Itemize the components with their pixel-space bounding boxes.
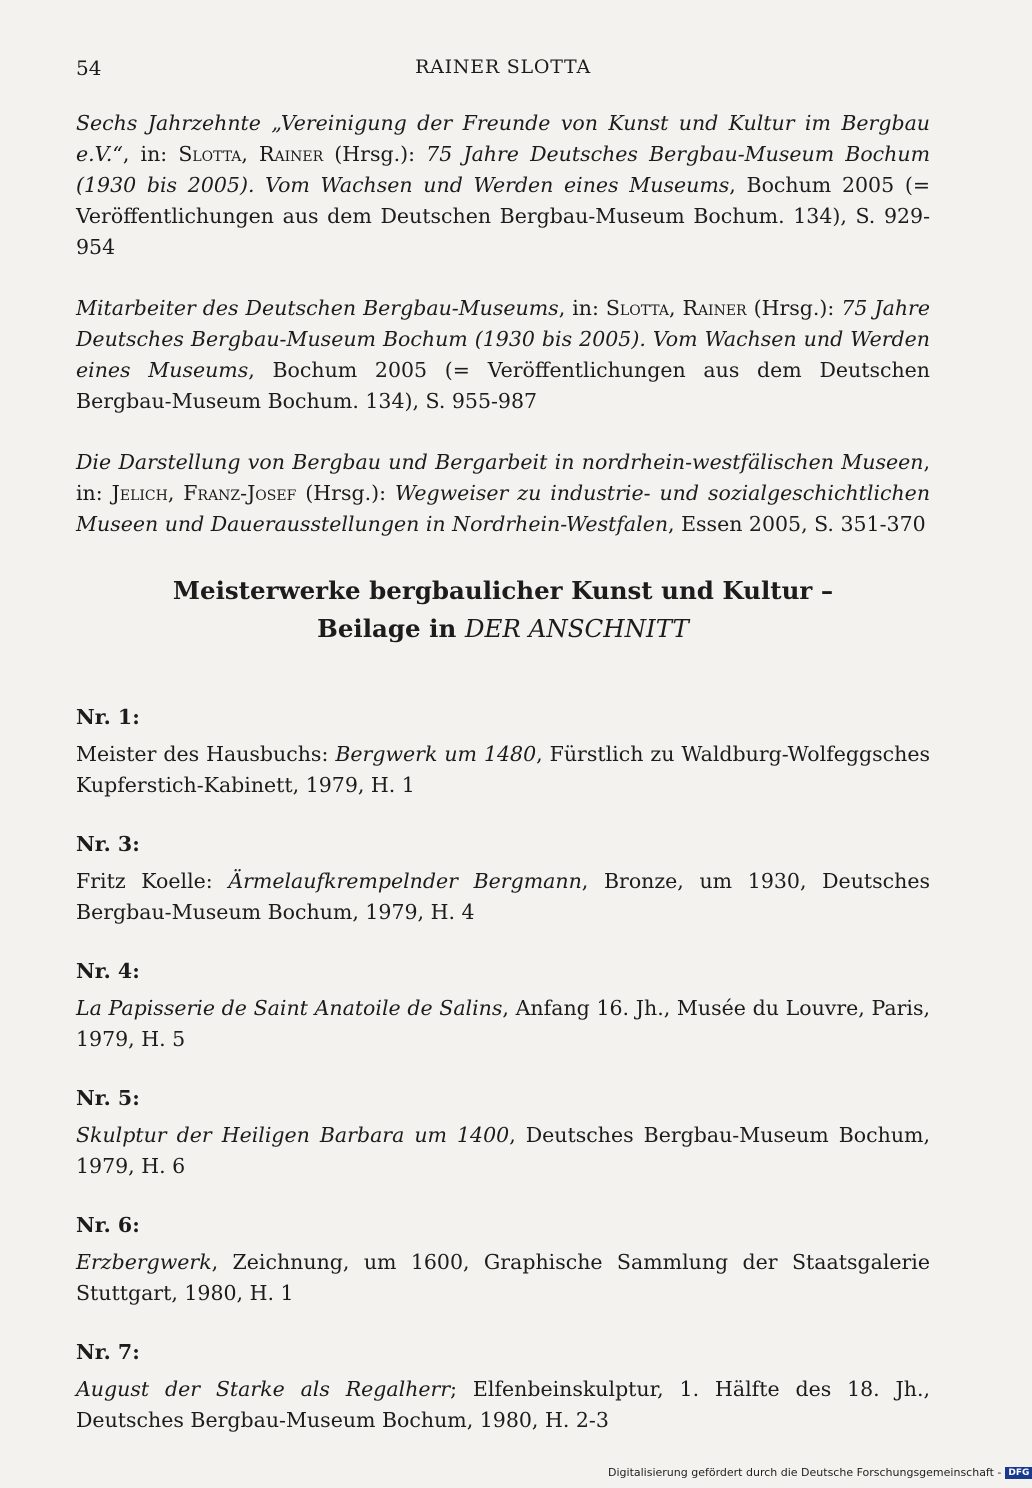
reference-text-segment: Wegweiser zu industrie- und sozialgeschichtlichen Museen und Dauerausstellungen in Nordrhein-Westfalen — [76, 481, 931, 536]
entry-text-segment: Bergwerk um 1480 — [335, 742, 537, 766]
supplement-entries — [76, 702, 930, 1464]
supplement-entry — [76, 1337, 930, 1464]
entry-number: Nr. 7: — [76, 1340, 140, 1364]
page-number: 54 — [76, 56, 102, 80]
digitization-footer — [608, 1466, 1032, 1479]
entry-description — [76, 866, 930, 928]
reference-text-segment: (Hrsg.): — [296, 481, 395, 505]
entry-text-segment: August der Starke als Regalherr — [76, 1377, 451, 1401]
supplement-entry — [76, 1083, 930, 1210]
entry-text-segment: Skulptur der Heiligen Barbara um 1400 — [76, 1123, 510, 1147]
entry-text-segment: , Bronze, um 1930, Deutsches Bergbau-Museum Bochum, 1979, H. 4 — [76, 869, 930, 924]
entry-text-segment: Meister des Hausbuchs: — [76, 742, 336, 766]
reference-text-segment: 75 Jahre Deutsches Bergbau-Museum Bochum (1930 bis 2005). Vom Wachsen und Werden eines Museums — [76, 296, 930, 382]
running-title: RAINER SLOTTA — [415, 56, 591, 78]
entry-text-segment: , Anfang 16. Jh., Musée du Louvre, Paris, 1979, H. 5 — [76, 996, 930, 1051]
entry-description — [76, 739, 930, 801]
entry-text-segment: Fritz Koelle: — [76, 869, 229, 893]
references-list — [76, 108, 930, 540]
entry-number: Nr. 5: — [76, 1086, 140, 1110]
entry-number: Nr. 1: — [76, 705, 140, 729]
entry-text-segment: Erzbergwerk — [76, 1250, 212, 1274]
entry-description — [76, 993, 930, 1055]
section-heading-prefix: Beilage in — [317, 614, 465, 643]
reference-text-segment: Die Darstellung von Bergbau und Bergarbeit in nordrhein-westfälischen Museen — [76, 450, 924, 474]
entry-text-segment: , Zeichnung, um 1600, Graphische Sammlung der Staatsgalerie Stuttgart, 1980, H. 1 — [76, 1250, 930, 1305]
reference-text-segment: , Essen 2005, S. 351-370 — [668, 512, 926, 536]
entry-text-segment: La Papisserie de Saint Anatoile de Salins — [76, 996, 503, 1020]
footer-text: Digitalisierung gefördert durch die Deutsche Forschungsgemeinschaft - — [608, 1466, 1002, 1479]
running-header — [76, 56, 930, 82]
journal-title: DER ANSCHNITT — [464, 614, 689, 643]
reference-text-segment: 75 Jahre Deutsches Bergbau-Museum Bochum (1930 bis 2005). Vom Wachsen und Werden eines Museums — [76, 142, 931, 197]
supplement-entry — [76, 956, 930, 1083]
entry-description — [76, 1120, 930, 1182]
entry-description — [76, 1374, 930, 1436]
reference-text-segment: Slotta, Rainer — [178, 142, 324, 166]
reference-text-segment: , in: — [76, 450, 930, 505]
supplement-entry — [76, 702, 930, 829]
dfg-logo: DFG — [1005, 1467, 1032, 1479]
entry-number: Nr. 3: — [76, 832, 140, 856]
supplement-entry — [76, 829, 930, 956]
reference-text-segment: , in: — [122, 142, 179, 166]
supplement-entry — [76, 1210, 930, 1337]
reference-text-segment: , Bochum 2005 (= Veröffentlichungen aus dem Deutschen Bergbau-Museum Bochum. 134), S. 955-987 — [76, 358, 930, 413]
reference-text-segment: Jelich, Franz-Josef — [111, 481, 297, 505]
section-heading-line2 — [76, 610, 930, 648]
reference-text-segment: Slotta, Rainer — [605, 296, 747, 320]
entry-text-segment: Ärmelaufkrempelnder Bergmann — [228, 869, 582, 893]
reference-text-segment: (Hrsg.): — [323, 142, 427, 166]
entry-text-segment: , Deutsches Bergbau-Museum Bochum, 1979, H. 6 — [76, 1123, 930, 1178]
reference-entry — [76, 293, 930, 417]
reference-text-segment: Sechs Jahrzehnte „Vereinigung der Freunde von Kunst und Kultur im Bergbau e.V.“ — [76, 111, 930, 166]
reference-text-segment: (Hrsg.): — [746, 296, 842, 320]
reference-text-segment: Mitarbeiter des Deutschen Bergbau-Museums — [76, 296, 559, 320]
reference-text-segment: , in: — [558, 296, 606, 320]
reference-entry — [76, 108, 930, 263]
section-heading-line1: Meisterwerke bergbaulicher Kunst und Kultur – — [172, 576, 834, 605]
entry-number: Nr. 6: — [76, 1213, 140, 1237]
reference-text-segment: , Bochum 2005 (= Veröffentlichungen aus dem Deutschen Bergbau-Museum Bochum. 134), S. 929-954 — [76, 173, 930, 259]
section-heading — [76, 572, 930, 648]
entry-text-segment: , Fürstlich zu Waldburg-Wolfeggsches Kupferstich-Kabinett, 1979, H. 1 — [76, 742, 931, 797]
reference-entry — [76, 447, 930, 540]
entry-description — [76, 1247, 930, 1309]
entry-text-segment: ; Elfenbeinskulptur, 1. Hälfte des 18. Jh., Deutsches Bergbau-Museum Bochum, 1980, H. 2-3 — [76, 1377, 930, 1432]
entry-number: Nr. 4: — [76, 959, 140, 983]
